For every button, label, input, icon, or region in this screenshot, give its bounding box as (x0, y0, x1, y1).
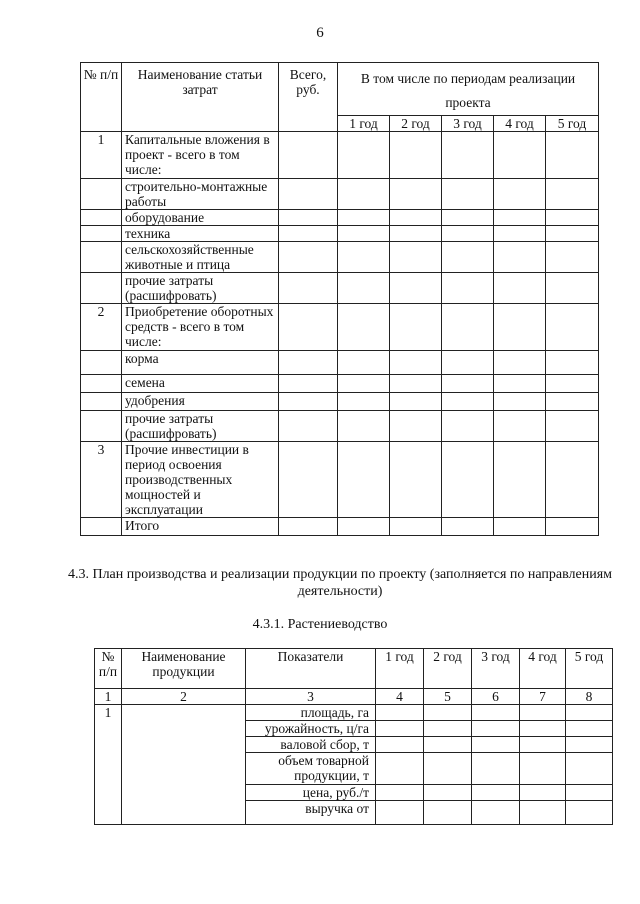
empty-cell (442, 393, 494, 411)
row-num: 2 (81, 304, 122, 351)
empty-cell (442, 132, 494, 179)
empty-cell (520, 705, 566, 721)
empty-cell (442, 226, 494, 242)
empty-cell (546, 304, 599, 351)
empty-cell (338, 442, 390, 518)
indicator-label: цена, руб./т (246, 785, 376, 801)
t2-colnum: 7 (520, 689, 566, 705)
empty-cell (279, 518, 338, 536)
row-cost-name: Прочие инвестиции в период освоения производственных мощностей и эксплуатации (122, 442, 279, 518)
t2-colnum: 3 (246, 689, 376, 705)
empty-cell (279, 442, 338, 518)
empty-cell (546, 351, 599, 375)
empty-cell (338, 242, 390, 273)
row-cost-name: Приобретение оборотных средств - всего в том числе: (122, 304, 279, 351)
table-row (81, 179, 599, 210)
empty-cell (442, 351, 494, 375)
empty-cell (390, 226, 442, 242)
empty-cell (279, 179, 338, 210)
empty-cell (566, 705, 613, 721)
empty-cell (390, 273, 442, 304)
empty-cell (494, 442, 546, 518)
empty-cell (520, 753, 566, 785)
table-row (81, 210, 599, 226)
empty-cell (376, 785, 424, 801)
row-num (81, 242, 122, 273)
row-cost-name: удобрения (122, 393, 279, 411)
empty-cell (390, 351, 442, 375)
t2-colnum: 5 (424, 689, 472, 705)
empty-cell (442, 518, 494, 536)
row-cost-name: строительно-монтажные работы (122, 179, 279, 210)
header-year-3: 3 год (442, 116, 494, 132)
row-num (81, 226, 122, 242)
header-cost-name: Наименование статьи затрат (122, 63, 279, 132)
table-row (81, 132, 599, 179)
empty-cell (390, 242, 442, 273)
t2-header-year-2: 2 год (424, 649, 472, 689)
row-num (81, 375, 122, 393)
empty-cell (566, 801, 613, 825)
row-num: 1 (81, 132, 122, 179)
row-num: 1 (95, 705, 122, 825)
empty-cell (376, 737, 424, 753)
section-title: 4.3. План производства и реализации продукции по проекту (заполняется по направлениям деятельности) (67, 567, 613, 599)
row-num: 3 (81, 442, 122, 518)
empty-cell (472, 785, 520, 801)
empty-cell (546, 442, 599, 518)
empty-cell (494, 411, 546, 442)
indicator-label: урожайность, ц/га (246, 721, 376, 737)
empty-cell (424, 721, 472, 737)
empty-cell (279, 375, 338, 393)
empty-cell (376, 721, 424, 737)
indicator-label: объем товарной продукции, т (246, 753, 376, 785)
row-num (81, 179, 122, 210)
empty-cell (494, 210, 546, 226)
t2-header-year-5: 5 год (566, 649, 613, 689)
row-cost-name: корма (122, 351, 279, 375)
indicator-label: площадь, га (246, 705, 376, 721)
indicator-label: валовой сбор, т (246, 737, 376, 753)
header-year-1: 1 год (338, 116, 390, 132)
product-name-cell (122, 705, 246, 825)
row-cost-name: Капитальные вложения в проект - всего в том числе: (122, 132, 279, 179)
empty-cell (390, 179, 442, 210)
empty-cell (494, 179, 546, 210)
empty-cell (520, 737, 566, 753)
row-cost-name: прочие затраты (расшифровать) (122, 411, 279, 442)
row-num (81, 411, 122, 442)
t2-header-year-1: 1 год (376, 649, 424, 689)
empty-cell (442, 411, 494, 442)
empty-cell (472, 801, 520, 825)
row-cost-name: сельскохозяйственные животные и птица (122, 242, 279, 273)
empty-cell (566, 721, 613, 737)
crop-production-table (94, 648, 613, 825)
empty-cell (376, 705, 424, 721)
empty-cell (279, 304, 338, 351)
empty-cell (472, 737, 520, 753)
table-row (81, 393, 599, 411)
row-num (81, 393, 122, 411)
empty-cell (338, 375, 390, 393)
empty-cell (546, 393, 599, 411)
row-cost-name: техника (122, 226, 279, 242)
empty-cell (442, 210, 494, 226)
empty-cell (494, 132, 546, 179)
empty-cell (390, 393, 442, 411)
header-periods: В том числе по периодам реализации проекта (338, 63, 599, 116)
empty-cell (546, 518, 599, 536)
empty-cell (279, 226, 338, 242)
empty-cell (520, 785, 566, 801)
empty-cell (546, 132, 599, 179)
row-cost-name: Итого (122, 518, 279, 536)
table-row (81, 442, 599, 518)
investment-costs-table (80, 62, 599, 536)
row-cost-name: прочие затраты (расшифровать) (122, 273, 279, 304)
empty-cell (546, 210, 599, 226)
row-num (81, 273, 122, 304)
empty-cell (472, 705, 520, 721)
empty-cell (520, 801, 566, 825)
empty-cell (424, 801, 472, 825)
page-number: 6 (316, 25, 324, 41)
empty-cell (566, 737, 613, 753)
empty-cell (390, 304, 442, 351)
empty-cell (494, 304, 546, 351)
empty-cell (279, 393, 338, 411)
empty-cell (442, 273, 494, 304)
empty-cell (424, 705, 472, 721)
table-row (81, 304, 599, 351)
t2-colnum: 2 (122, 689, 246, 705)
t2-header-product: Наименование продукции (122, 649, 246, 689)
t2-colnum: 1 (95, 689, 122, 705)
empty-cell (279, 351, 338, 375)
empty-cell (338, 226, 390, 242)
table-row (95, 705, 613, 721)
empty-cell (546, 179, 599, 210)
header-year-2: 2 год (390, 116, 442, 132)
t2-header-year-3: 3 год (472, 649, 520, 689)
empty-cell (494, 375, 546, 393)
header-year-4: 4 год (494, 116, 546, 132)
empty-cell (279, 273, 338, 304)
table-row (81, 351, 599, 375)
empty-cell (338, 132, 390, 179)
empty-cell (546, 226, 599, 242)
empty-cell (390, 210, 442, 226)
empty-cell (546, 411, 599, 442)
empty-cell (390, 132, 442, 179)
table-row (81, 273, 599, 304)
empty-cell (390, 442, 442, 518)
table-row (81, 518, 599, 536)
empty-cell (494, 351, 546, 375)
table-row (81, 375, 599, 393)
empty-cell (442, 242, 494, 273)
empty-cell (338, 304, 390, 351)
empty-cell (390, 518, 442, 536)
empty-cell (338, 179, 390, 210)
header-total: Всего, руб. (279, 63, 338, 132)
t2-header-year-4: 4 год (520, 649, 566, 689)
empty-cell (424, 753, 472, 785)
t2-header-num: № п/п (95, 649, 122, 689)
empty-cell (424, 785, 472, 801)
row-cost-name: оборудование (122, 210, 279, 226)
empty-cell (390, 411, 442, 442)
empty-cell (376, 801, 424, 825)
table-row (81, 226, 599, 242)
row-num (81, 351, 122, 375)
empty-cell (494, 242, 546, 273)
header-num: № п/п (81, 63, 122, 132)
header-year-5: 5 год (546, 116, 599, 132)
empty-cell (566, 753, 613, 785)
empty-cell (494, 393, 546, 411)
empty-cell (566, 785, 613, 801)
t2-colnum: 8 (566, 689, 613, 705)
empty-cell (279, 210, 338, 226)
empty-cell (338, 273, 390, 304)
empty-cell (520, 721, 566, 737)
t2-header-indicators: Показатели (246, 649, 376, 689)
empty-cell (546, 242, 599, 273)
empty-cell (546, 375, 599, 393)
empty-cell (472, 753, 520, 785)
empty-cell (424, 737, 472, 753)
table-row (81, 411, 599, 442)
empty-cell (494, 273, 546, 304)
empty-cell (546, 273, 599, 304)
row-num (81, 210, 122, 226)
subsection-title: 4.3.1. Растениеводство (252, 617, 388, 632)
empty-cell (390, 375, 442, 393)
empty-cell (279, 242, 338, 273)
empty-cell (338, 393, 390, 411)
empty-cell (494, 518, 546, 536)
t2-colnum: 6 (472, 689, 520, 705)
row-cost-name: семена (122, 375, 279, 393)
empty-cell (442, 179, 494, 210)
empty-cell (279, 132, 338, 179)
empty-cell (279, 411, 338, 442)
empty-cell (338, 210, 390, 226)
table-row (81, 242, 599, 273)
empty-cell (472, 721, 520, 737)
empty-cell (338, 411, 390, 442)
indicator-label: выручка от (246, 801, 376, 825)
empty-cell (494, 226, 546, 242)
empty-cell (442, 442, 494, 518)
empty-cell (376, 753, 424, 785)
row-num (81, 518, 122, 536)
empty-cell (338, 351, 390, 375)
empty-cell (442, 375, 494, 393)
t2-colnum: 4 (376, 689, 424, 705)
empty-cell (338, 518, 390, 536)
empty-cell (442, 304, 494, 351)
